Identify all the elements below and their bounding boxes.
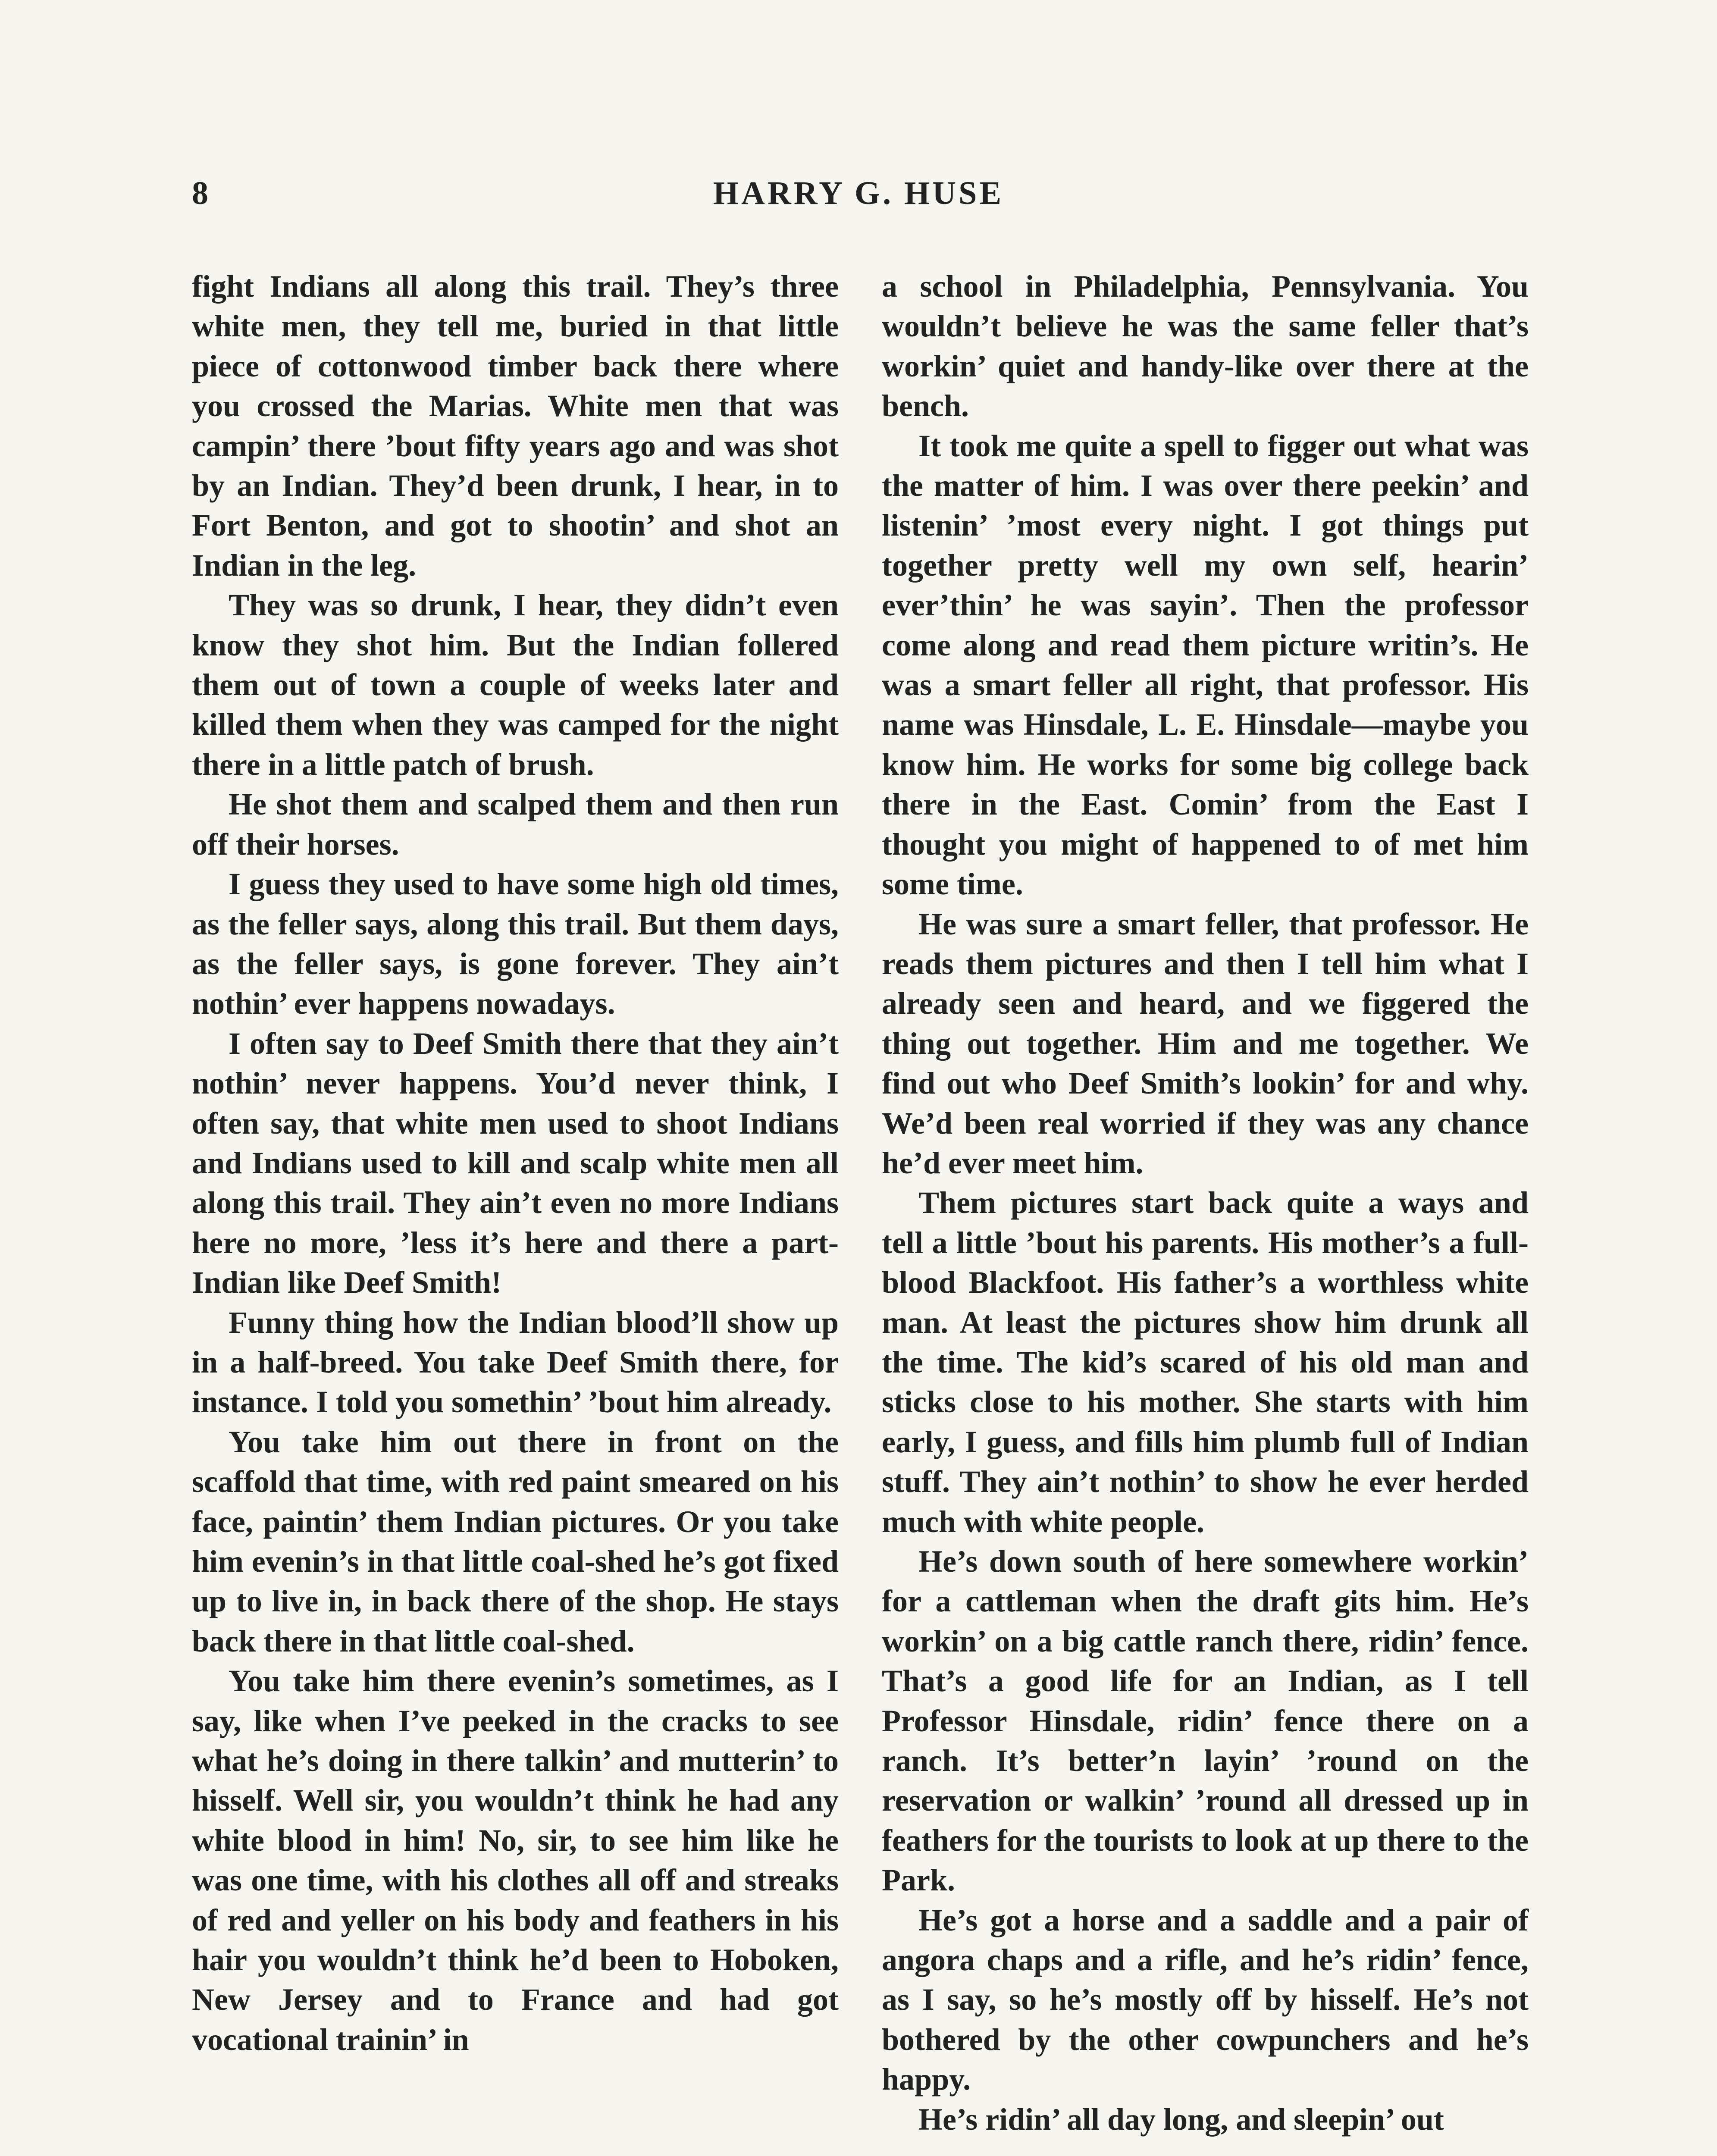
paragraph: I often say to Deef Smith there that they ain’t nothin’ never happens. You’d never think, I often say, that white men used to shoot Indians and Indians used to kill and scalp white men all along this trail. They ain’t even no more Indians here no more, ’less it’s here and there a part-Indian like Deef Smith!: [192, 1026, 839, 1300]
paragraph: Funny thing how the Indian blood’ll show up in a half-breed. You take Deef Smith there, for instance. I told you somethin’ ’bout him already.: [192, 1305, 839, 1420]
paragraph: They was so drunk, I hear, they didn’t even know they shot him. But the Indian follered them out of town a couple of weeks later and killed them when they was camped for the night there in a little patch of brush.: [192, 588, 839, 782]
paragraph: He’s down south of here somewhere workin’ for a cattleman when the draft gits him. He’s workin’ on a big cattle ranch there, ridin’ fence. That’s a good life for an Indian, as I tell Professor Hinsdale, ridin’ fence there on a ranch. It’s better’n layin’ ’round on the reservation or walkin’ ’round all dressed up in feathers for the tourists to look at up there to the Park.: [882, 1544, 1529, 1898]
right-text-column: [882, 266, 1529, 2139]
paragraph: Them pictures start back quite a ways and tell a little ’bout his parents. His mother’s a full-blood Blackfoot. His father’s a worthless white man. At least the pictures show him drunk all the time. The kid’s scared of his old man and sticks close to his mother. She starts with him early, I guess, and fills him plumb full of Indian stuff. They ain’t nothin’ to show he ever herded much with white people.: [882, 1185, 1529, 1539]
paragraph: I guess they used to have some high old times, as the feller says, along this trail. But them days, as the feller says, is gone forever. They ain’t nothin’ ever happens nowadays.: [192, 867, 839, 1021]
paragraph: He’s got a horse and a saddle and a pair of angora chaps and a rifle, and he’s ridin’ fence, as I say, so he’s mostly off by hisself. He’s not bothered by the other cowpunchers and he’s happy.: [882, 1902, 1529, 2097]
paragraph: You take him there evenin’s sometimes, as I say, like when I’ve peeked in the cracks to see what he’s doing in there talkin’ and mutterin’ to hisself. Well sir, you wouldn’t think he had any white blood in him! No, sir, to see him like he was one time, with his clothes all off and streaks of red and yeller on his body and feathers in his hair you wouldn’t think he’d been to Hoboken, New Jersey and to France and had got vocational trainin’ in: [192, 1664, 839, 2057]
running-head: HARRY G. HUSE: [713, 175, 1004, 211]
paragraph: He was sure a smart feller, that professor. He reads them pictures and then I tell him what I already seen and heard, and we figgered the thing out together. Him and me together. We find out who Deef Smith’s lookin’ for and why. We’d been real worried if they was any chance he’d ever meet him.: [882, 906, 1529, 1180]
paragraph: fight Indians all along this trail. They’s three white men, they tell me, buried in that little piece of cottonwood timber back there where you crossed the Marias. White men that was campin’ there ’bout fifty years ago and was shot by an Indian. They’d been drunk, I hear, in to Fort Benton, and got to shootin’ and shot an Indian in the leg.: [192, 269, 839, 583]
paragraph: He shot them and scalped them and then run off their horses.: [192, 787, 839, 862]
left-text-column: [192, 266, 839, 2059]
paragraph: It took me quite a spell to figger out what was the matter of him. I was over there peekin’ and listenin’ ’most every night. I got things put together pretty well my own self, hearin’ ever’thin’ he was sayin’. Then the professor come along and read them picture writin’s. He was a smart feller all right, that professor. His name was Hinsdale, L. E. Hinsdale—maybe you know him. He works for some big college back there in the East. Comin’ from the East I thought you might of happened to of met him some time.: [882, 428, 1529, 902]
page-number: 8: [192, 175, 209, 211]
paragraph: a school in Philadelphia, Pennsylvania. You wouldn’t believe he was the same feller that’s workin’ quiet and handy-like over there at the bench.: [882, 269, 1529, 423]
paragraph: You take him out there in front on the scaffold that time, with red paint smeared on his face, paintin’ them Indian pictures. Or you take him evenin’s in that little coal-shed he’s got fixed up to live in, in back there of the shop. He stays back there in that little coal-shed.: [192, 1424, 839, 1658]
paragraph: He’s ridin’ all day long, and sleepin’ out: [918, 2102, 1444, 2137]
